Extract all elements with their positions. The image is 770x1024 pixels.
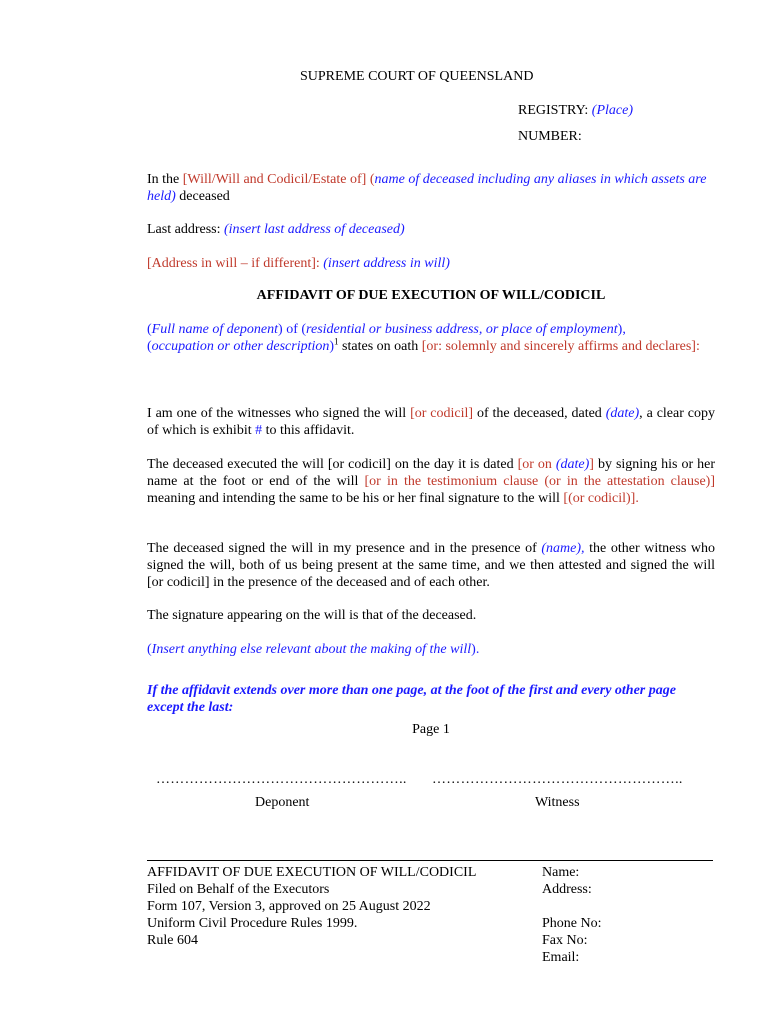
- number-label: NUMBER:: [518, 129, 582, 144]
- footer-email-label: Email:: [542, 950, 580, 965]
- testimonium-alternative: [or in the testimonium clause (or in the attestation clause)]: [364, 474, 715, 489]
- text: of the deceased, dated: [473, 406, 606, 421]
- text: by signing his or her name at the foot or end of the will: [147, 457, 715, 489]
- of-text: ) of (: [278, 322, 307, 337]
- footer-spacer: [542, 898, 602, 915]
- deceased-name-placeholder[interactable]: name of deceased including any aliases in which assets are held): [147, 172, 707, 204]
- deponent-signature-line[interactable]: ……………………………………………..: [156, 772, 407, 787]
- paragraph-execution: [147, 456, 715, 507]
- affirm-alternative: [or: solemnly and sincerely affirms and declares]:: [421, 339, 700, 354]
- footer-address-label: Address:: [542, 882, 592, 897]
- deponent-occupation-placeholder[interactable]: occupation or other description: [151, 339, 330, 354]
- in-the-text: In the: [147, 172, 180, 187]
- last-address-placeholder[interactable]: (insert last address of deceased): [223, 222, 405, 237]
- footer-phone-label: Phone No:: [542, 916, 602, 931]
- footnote-ref: 1: [334, 336, 339, 347]
- paren: (: [147, 339, 152, 354]
- footer-left: [147, 864, 476, 949]
- will-type-placeholder[interactable]: [Will/Will and Codicil/Estate of]: [182, 172, 367, 187]
- text: The deceased executed the will [or codicil] on the day it is dated: [147, 457, 518, 472]
- execution-date-placeholder[interactable]: (date): [555, 457, 590, 472]
- address-in-will-label: [Address in will – if different]:: [147, 256, 320, 271]
- paren: (: [369, 172, 375, 187]
- paragraph-presence: [147, 540, 715, 591]
- footer-rule-number: Rule 604: [147, 933, 198, 948]
- footer-divider: [147, 860, 713, 861]
- court-name: SUPREME COURT OF QUEENSLAND: [300, 69, 534, 84]
- other-witness-name-placeholder[interactable]: (name),: [541, 541, 585, 556]
- codicil-placeholder: [or codicil]: [410, 406, 474, 421]
- will-date-placeholder[interactable]: (date): [605, 406, 640, 421]
- other-details-placeholder[interactable]: Insert anything else relevant about the making of the will: [151, 642, 472, 657]
- codicil-placeholder: [(or codicil)].: [563, 491, 639, 506]
- witness-label: Witness: [535, 795, 580, 810]
- page-number: Page 1: [412, 722, 450, 737]
- paren: (: [147, 642, 152, 657]
- footer-rules: Uniform Civil Procedure Rules 1999.: [147, 916, 358, 931]
- footer-title: AFFIDAVIT OF DUE EXECUTION OF WILL/CODICIL: [147, 865, 477, 880]
- text: meaning and intending the same to be his or her final signature to the will: [147, 491, 564, 506]
- registry-value[interactable]: (Place): [591, 103, 633, 118]
- last-address-line: [147, 221, 715, 238]
- deponent-address-placeholder[interactable]: residential or business address, or place of employment: [306, 322, 618, 337]
- states-text: states on oath: [338, 339, 422, 354]
- deceased-text: deceased: [179, 189, 230, 204]
- text: I am one of the witnesses who signed the will: [147, 406, 411, 421]
- address-in-will-placeholder[interactable]: (insert address in will): [323, 256, 450, 271]
- witness-signature-line[interactable]: ……………………………………………..: [432, 772, 683, 787]
- intro-paragraph: [147, 171, 715, 205]
- deponent-paragraph: [147, 321, 715, 355]
- deponent-name-placeholder[interactable]: Full name of deponent: [151, 322, 279, 337]
- text: the other witness who signed the will, both of us being present at the same time, and we then attested and signed the will [or codicil] in the presence of the deceased and of each other.: [147, 541, 715, 590]
- deponent-label: Deponent: [255, 795, 310, 810]
- bracket: ]: [589, 457, 594, 472]
- text: to this affidavit.: [262, 423, 355, 438]
- text: The deceased signed the will in my presence and in the presence of: [147, 541, 542, 556]
- or-on-text: [or on: [517, 457, 556, 472]
- paragraph-signature: The signature appearing on the will is that of the deceased.: [147, 608, 477, 623]
- text: , a clear copy of which is exhibit: [147, 406, 716, 438]
- last-address-label: Last address:: [147, 222, 221, 237]
- footer-filed-on-behalf: Filed on Behalf of the Executors: [147, 882, 330, 897]
- affidavit-title: AFFIDAVIT OF DUE EXECUTION OF WILL/CODICIL: [256, 288, 606, 303]
- exhibit-placeholder[interactable]: #: [255, 423, 263, 438]
- paren: (: [147, 322, 152, 337]
- registry-line: [518, 103, 633, 119]
- registry-label: REGISTRY:: [518, 103, 589, 118]
- footer-name-label: Name:: [542, 865, 580, 880]
- paren: ),: [617, 322, 626, 337]
- paren: ).: [471, 642, 480, 657]
- page-instruction: If the affidavit extends over more than one page, at the foot of the first and every other page except the last:: [147, 683, 676, 715]
- footer-fax-label: Fax No:: [542, 933, 588, 948]
- paragraph-witness: [147, 405, 715, 439]
- paragraph-other: [147, 641, 715, 658]
- address-in-will-line: [147, 255, 715, 272]
- footer-form-version: Form 107, Version 3, approved on 25 August 2022: [147, 899, 431, 914]
- footer-right: [542, 864, 602, 966]
- paren: ): [329, 339, 335, 354]
